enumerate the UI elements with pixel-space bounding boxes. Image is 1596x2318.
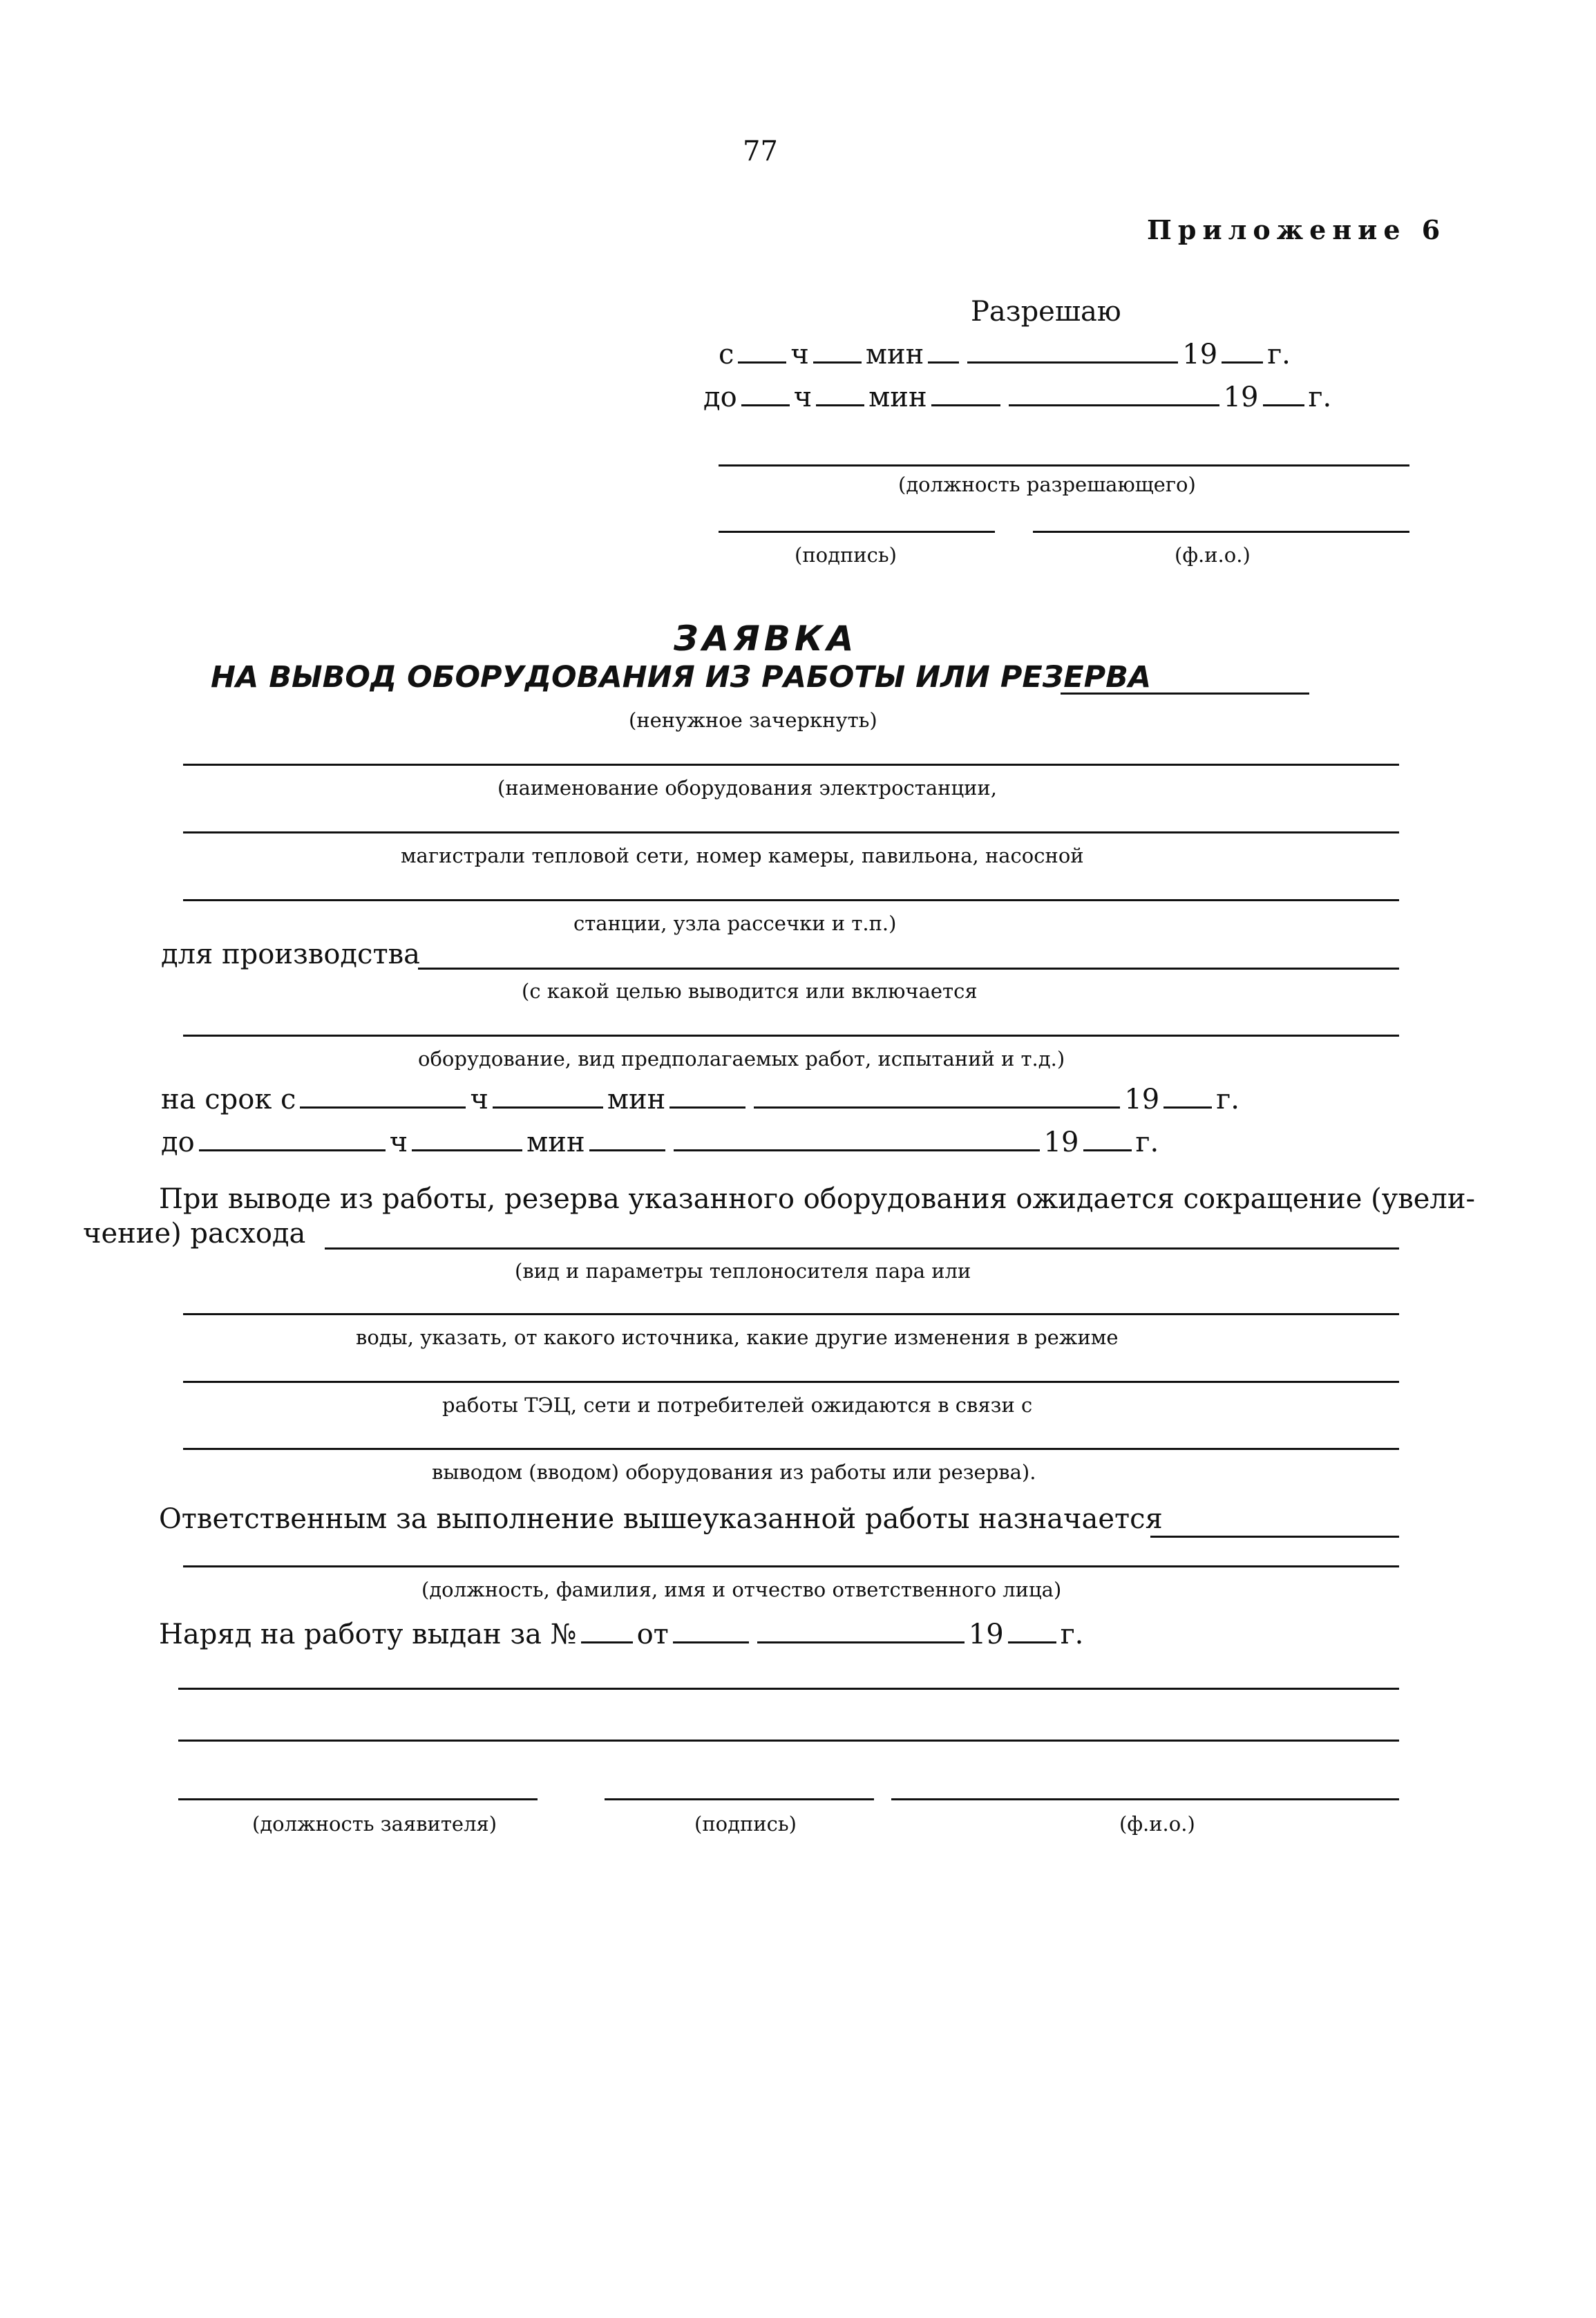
purpose-line-1[interactable] <box>418 968 1399 970</box>
strike-choice-line[interactable] <box>1061 692 1309 695</box>
reduction-caption-3: работы ТЭЦ, сети и потребителей ожидаются в связи с <box>442 1393 1033 1417</box>
reduction-text-line1: При выводе из работы, резерва указанного оборудования ожидается сокращение (увели- <box>159 1183 1476 1215</box>
appendix-label: Приложение 6 <box>1147 214 1447 245</box>
day-blank[interactable] <box>669 1106 745 1109</box>
reduction-caption-1: (вид и параметры теплоносителя пара или <box>515 1259 971 1283</box>
year-blank[interactable] <box>1008 1641 1056 1643</box>
reduction-line-3[interactable] <box>183 1381 1399 1383</box>
year-blank[interactable] <box>1163 1106 1212 1109</box>
approve-from-row: с ч мин 19 г. <box>719 339 1291 370</box>
minute-blank[interactable] <box>493 1106 603 1109</box>
approver-fio-line[interactable] <box>1033 531 1409 533</box>
responsible-line-2[interactable] <box>183 1565 1399 1567</box>
approver-fio-caption: (ф.и.о.) <box>1175 543 1251 567</box>
reduction-line-1[interactable] <box>325 1247 1399 1250</box>
hour-blank[interactable] <box>738 361 786 364</box>
order-line-1[interactable] <box>178 1688 1399 1690</box>
minute-blank[interactable] <box>813 361 862 364</box>
page-number: 77 <box>743 135 778 167</box>
purpose-label: для производства <box>161 939 420 970</box>
term-from-row: на срок с ч мин 19 г. <box>161 1084 1239 1115</box>
day-blank[interactable] <box>673 1641 749 1643</box>
applicant-position-line[interactable] <box>178 1798 538 1800</box>
approver-position-line[interactable] <box>719 464 1409 467</box>
reduction-caption-2: воды, указать, от какого источника, какие другие изменения в режиме <box>356 1326 1119 1349</box>
reduction-line-4[interactable] <box>183 1448 1399 1450</box>
day-blank[interactable] <box>928 361 959 364</box>
request-title: ЗАЯВКА <box>674 619 858 659</box>
order-line-2[interactable] <box>178 1740 1399 1742</box>
applicant-signature-line[interactable] <box>605 1798 874 1800</box>
day-blank[interactable] <box>931 404 1000 406</box>
month-blank[interactable] <box>1009 404 1219 406</box>
month-blank[interactable] <box>967 361 1178 364</box>
reduction-text-line2: чение) расхода <box>83 1218 306 1250</box>
equipment-line-2[interactable] <box>183 831 1399 833</box>
hour-blank[interactable] <box>741 404 790 406</box>
reduction-caption-4: выводом (вводом) оборудования из работы или резерва). <box>432 1460 1036 1484</box>
order-number-blank[interactable] <box>581 1641 633 1643</box>
hour-blank[interactable] <box>199 1149 386 1151</box>
month-blank[interactable] <box>754 1106 1120 1109</box>
approve-to-row: до ч мин 19 г. <box>703 381 1332 413</box>
equipment-caption-1: (наименование оборудования электростанции, <box>497 776 997 800</box>
approve-title: Разрешаю <box>971 296 1121 328</box>
minute-blank[interactable] <box>816 404 864 406</box>
responsible-line-1[interactable] <box>1150 1536 1399 1538</box>
applicant-position-caption: (должность заявителя) <box>252 1812 497 1836</box>
approver-position-caption: (должность разрешающего) <box>898 473 1196 496</box>
request-subtitle: НА ВЫВОД ОБОРУДОВАНИЯ ИЗ РАБОТЫ ИЛИ РЕЗЕРВА <box>211 660 1152 695</box>
approver-signature-caption: (подпись) <box>795 543 897 567</box>
equipment-line-3[interactable] <box>183 899 1399 901</box>
strike-note: (ненужное зачеркнуть) <box>629 708 877 732</box>
equipment-line-1[interactable] <box>183 764 1399 766</box>
applicant-fio-caption: (ф.и.о.) <box>1119 1812 1195 1836</box>
purpose-line-2[interactable] <box>183 1035 1399 1037</box>
responsible-label: Ответственным за выполнение вышеуказанной работы назначается <box>159 1503 1163 1535</box>
responsible-caption: (должность, фамилия, имя и отчество ответственного лица) <box>421 1578 1062 1601</box>
minute-blank[interactable] <box>412 1149 522 1151</box>
applicant-fio-line[interactable] <box>891 1798 1399 1800</box>
hour-blank[interactable] <box>300 1106 466 1109</box>
approver-signature-line[interactable] <box>719 531 995 533</box>
applicant-signature-caption: (подпись) <box>694 1812 797 1836</box>
month-blank[interactable] <box>674 1149 1040 1151</box>
term-to-row: до ч мин 19 г. <box>161 1127 1159 1158</box>
year-blank[interactable] <box>1222 361 1263 364</box>
year-blank[interactable] <box>1083 1149 1132 1151</box>
order-row: Наряд на работу выдан за № от 19 г. <box>159 1619 1084 1650</box>
reduction-line-2[interactable] <box>183 1313 1399 1315</box>
year-blank[interactable] <box>1263 404 1304 406</box>
day-blank[interactable] <box>589 1149 665 1151</box>
equipment-caption-3: станции, узла рассечки и т.п.) <box>573 912 897 935</box>
equipment-caption-2: магистрали тепловой сети, номер камеры, павильона, насосной <box>401 844 1084 867</box>
purpose-caption-1: (с какой целью выводится или включается <box>522 979 978 1003</box>
purpose-caption-2: оборудование, вид предполагаемых работ, испытаний и т.д.) <box>418 1047 1065 1071</box>
month-blank[interactable] <box>757 1641 965 1643</box>
